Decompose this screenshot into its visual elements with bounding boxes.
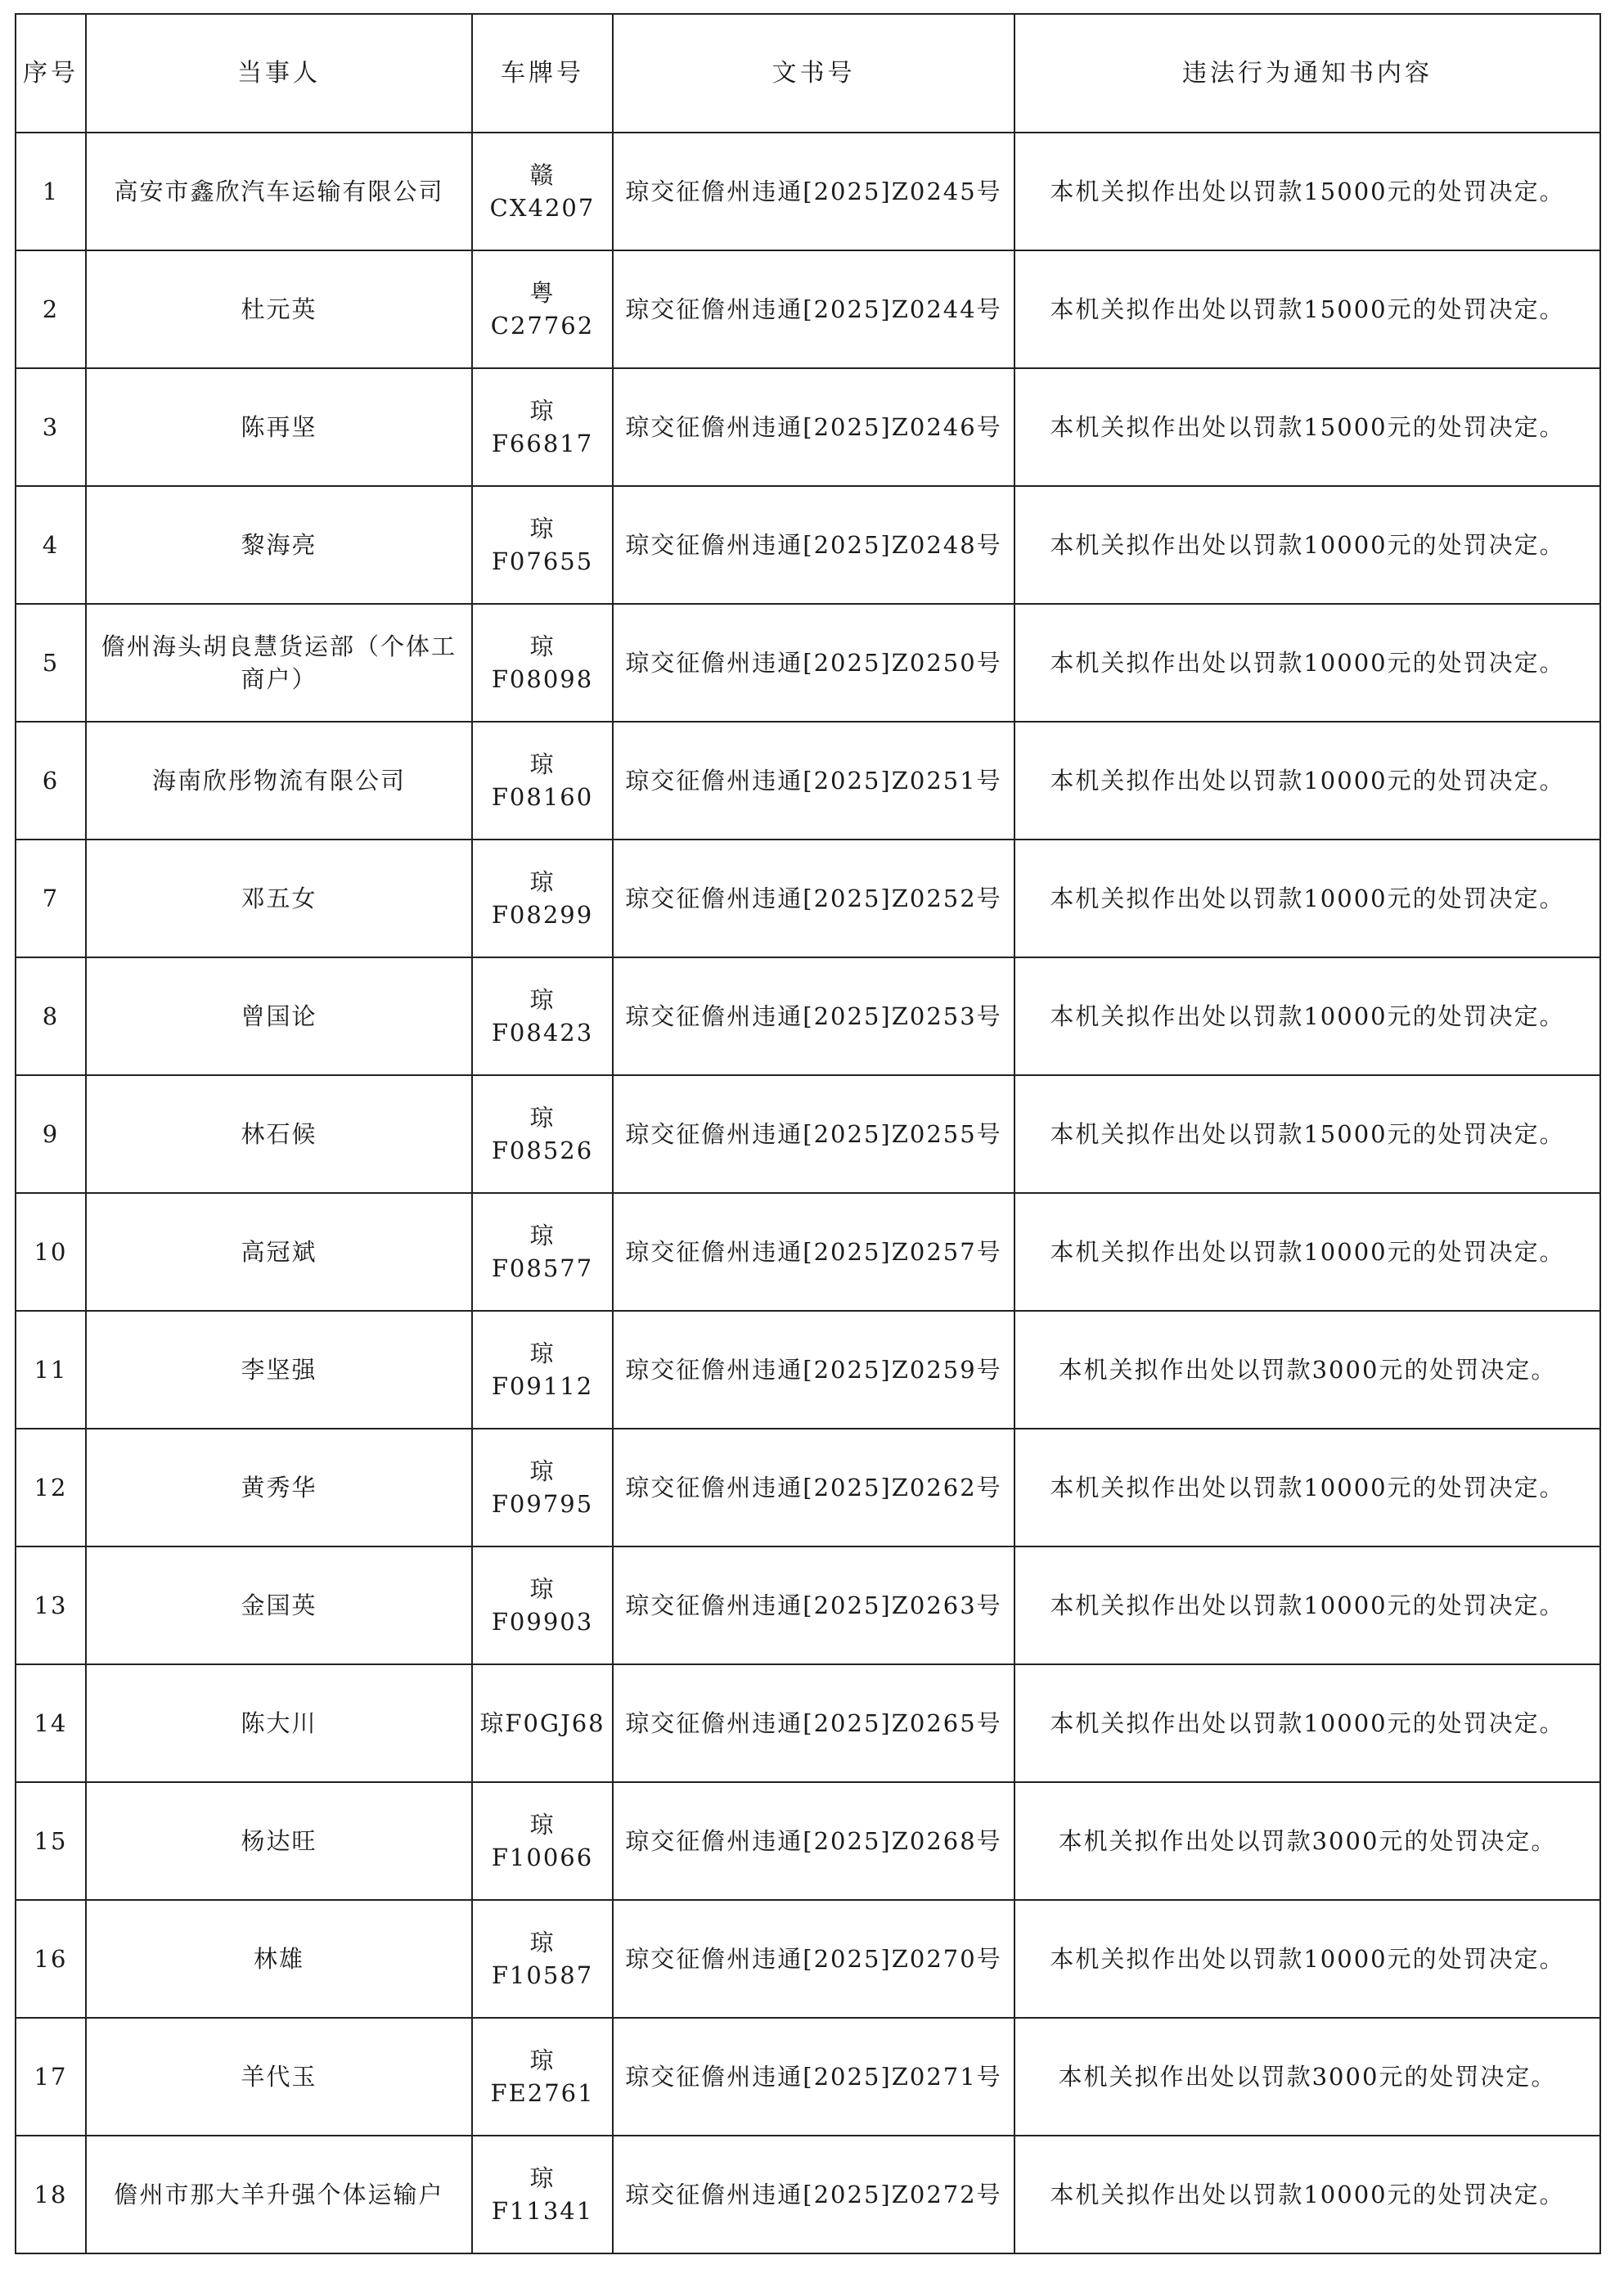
cell-notice-content: 本机关拟作出处以罚款10000元的处罚决定。 [1014,1193,1600,1311]
cell-plate-number: 琼F11341 [472,2136,613,2253]
cell-serial-number: 3 [16,368,86,486]
cell-document-number: 琼交征儋州违通[2025]Z0263号 [613,1546,1014,1664]
cell-serial-number: 15 [16,1782,86,1900]
table-row [16,1311,1600,1429]
cell-plate-number: 琼F66817 [472,368,613,486]
cell-notice-content: 本机关拟作出处以罚款10000元的处罚决定。 [1014,1546,1600,1664]
cell-notice-content: 本机关拟作出处以罚款10000元的处罚决定。 [1014,486,1600,604]
cell-party: 林雄 [86,1900,472,2018]
cell-notice-content: 本机关拟作出处以罚款10000元的处罚决定。 [1014,1664,1600,1782]
cell-document-number: 琼交征儋州违通[2025]Z0270号 [613,1900,1014,2018]
cell-plate-number: 赣CX4207 [472,133,613,250]
cell-party: 黎海亮 [86,486,472,604]
cell-plate-number: 琼F08526 [472,1075,613,1193]
cell-plate-number: 琼F08299 [472,840,613,957]
cell-party: 金国英 [86,1546,472,1664]
cell-party: 羊代玉 [86,2018,472,2136]
header-serial-number: 序号 [16,14,86,133]
table-header [16,14,1600,133]
cell-notice-content: 本机关拟作出处以罚款10000元的处罚决定。 [1014,957,1600,1075]
cell-plate-number: 琼F09903 [472,1546,613,1664]
header-notice-content: 违法行为通知书内容 [1014,14,1600,133]
table-row [16,1782,1600,1900]
cell-serial-number: 5 [16,604,86,722]
cell-serial-number: 6 [16,722,86,840]
cell-notice-content: 本机关拟作出处以罚款3000元的处罚决定。 [1014,1782,1600,1900]
cell-document-number: 琼交征儋州违通[2025]Z0255号 [613,1075,1014,1193]
cell-serial-number: 9 [16,1075,86,1193]
cell-plate-number: 琼F10066 [472,1782,613,1900]
cell-notice-content: 本机关拟作出处以罚款15000元的处罚决定。 [1014,250,1600,368]
cell-party: 黄秀华 [86,1429,472,1546]
header-party: 当事人 [86,14,472,133]
cell-plate-number: 琼FE2761 [472,2018,613,2136]
table-row [16,1075,1600,1193]
cell-party: 曾国论 [86,957,472,1075]
header-row [16,14,1600,133]
cell-document-number: 琼交征儋州违通[2025]Z0246号 [613,368,1014,486]
cell-serial-number: 11 [16,1311,86,1429]
table-row [16,1193,1600,1311]
cell-party: 林石候 [86,1075,472,1193]
table-row [16,2018,1600,2136]
table-row [16,250,1600,368]
cell-notice-content: 本机关拟作出处以罚款15000元的处罚决定。 [1014,133,1600,250]
cell-party: 陈大川 [86,1664,472,1782]
cell-plate-number: 琼F09112 [472,1311,613,1429]
cell-party: 海南欣彤物流有限公司 [86,722,472,840]
cell-notice-content: 本机关拟作出处以罚款3000元的处罚决定。 [1014,2018,1600,2136]
cell-notice-content: 本机关拟作出处以罚款15000元的处罚决定。 [1014,1075,1600,1193]
cell-plate-number: 琼F08098 [472,604,613,722]
cell-serial-number: 4 [16,486,86,604]
cell-plate-number: 琼F07655 [472,486,613,604]
notice-document [15,13,1599,2254]
cell-document-number: 琼交征儋州违通[2025]Z0265号 [613,1664,1014,1782]
cell-party: 儋州市那大羊升强个体运输户 [86,2136,472,2253]
cell-party: 李坚强 [86,1311,472,1429]
table-row [16,486,1600,604]
cell-notice-content: 本机关拟作出处以罚款10000元的处罚决定。 [1014,722,1600,840]
cell-plate-number: 琼F10587 [472,1900,613,2018]
cell-party: 高安市鑫欣汽车运输有限公司 [86,133,472,250]
table-row [16,957,1600,1075]
table-row [16,722,1600,840]
cell-document-number: 琼交征儋州违通[2025]Z0271号 [613,2018,1014,2136]
cell-document-number: 琼交征儋州违通[2025]Z0251号 [613,722,1014,840]
header-document-number: 文书号 [613,14,1014,133]
table-row [16,604,1600,722]
cell-document-number: 琼交征儋州违通[2025]Z0257号 [613,1193,1014,1311]
table-row [16,368,1600,486]
table-row [16,133,1600,250]
cell-document-number: 琼交征儋州违通[2025]Z0259号 [613,1311,1014,1429]
cell-notice-content: 本机关拟作出处以罚款10000元的处罚决定。 [1014,604,1600,722]
cell-party: 杜元英 [86,250,472,368]
cell-plate-number: 琼F08577 [472,1193,613,1311]
cell-plate-number: 粤C27762 [472,250,613,368]
cell-serial-number: 14 [16,1664,86,1782]
cell-serial-number: 1 [16,133,86,250]
cell-document-number: 琼交征儋州违通[2025]Z0253号 [613,957,1014,1075]
cell-notice-content: 本机关拟作出处以罚款10000元的处罚决定。 [1014,1900,1600,2018]
table-row [16,2136,1600,2253]
header-plate-number: 车牌号 [472,14,613,133]
cell-serial-number: 13 [16,1546,86,1664]
cell-document-number: 琼交征儋州违通[2025]Z0252号 [613,840,1014,957]
cell-party: 高冠斌 [86,1193,472,1311]
cell-plate-number: 琼F08160 [472,722,613,840]
cell-serial-number: 16 [16,1900,86,2018]
table-body [16,133,1600,2253]
cell-party: 陈再坚 [86,368,472,486]
cell-document-number: 琼交征儋州违通[2025]Z0268号 [613,1782,1014,1900]
cell-document-number: 琼交征儋州违通[2025]Z0244号 [613,250,1014,368]
cell-serial-number: 7 [16,840,86,957]
cell-plate-number: 琼F09795 [472,1429,613,1546]
cell-serial-number: 8 [16,957,86,1075]
table-row [16,840,1600,957]
table-row [16,1429,1600,1546]
cell-party: 儋州海头胡良慧货运部（个体工商户） [86,604,472,722]
cell-plate-number: 琼F08423 [472,957,613,1075]
cell-document-number: 琼交征儋州违通[2025]Z0245号 [613,133,1014,250]
cell-notice-content: 本机关拟作出处以罚款3000元的处罚决定。 [1014,1311,1600,1429]
table-row [16,1664,1600,1782]
cell-document-number: 琼交征儋州违通[2025]Z0262号 [613,1429,1014,1546]
cell-notice-content: 本机关拟作出处以罚款15000元的处罚决定。 [1014,368,1600,486]
cell-serial-number: 17 [16,2018,86,2136]
cell-notice-content: 本机关拟作出处以罚款10000元的处罚决定。 [1014,840,1600,957]
cell-serial-number: 18 [16,2136,86,2253]
violation-notice-table [15,13,1601,2254]
cell-serial-number: 12 [16,1429,86,1546]
table-row [16,1546,1600,1664]
cell-document-number: 琼交征儋州违通[2025]Z0272号 [613,2136,1014,2253]
table-row [16,1900,1600,2018]
cell-plate-number: 琼F0GJ68 [472,1664,613,1782]
cell-party: 邓五女 [86,840,472,957]
cell-party: 杨达旺 [86,1782,472,1900]
cell-document-number: 琼交征儋州违通[2025]Z0248号 [613,486,1014,604]
cell-serial-number: 10 [16,1193,86,1311]
cell-notice-content: 本机关拟作出处以罚款10000元的处罚决定。 [1014,1429,1600,1546]
cell-document-number: 琼交征儋州违通[2025]Z0250号 [613,604,1014,722]
cell-serial-number: 2 [16,250,86,368]
cell-notice-content: 本机关拟作出处以罚款10000元的处罚决定。 [1014,2136,1600,2253]
